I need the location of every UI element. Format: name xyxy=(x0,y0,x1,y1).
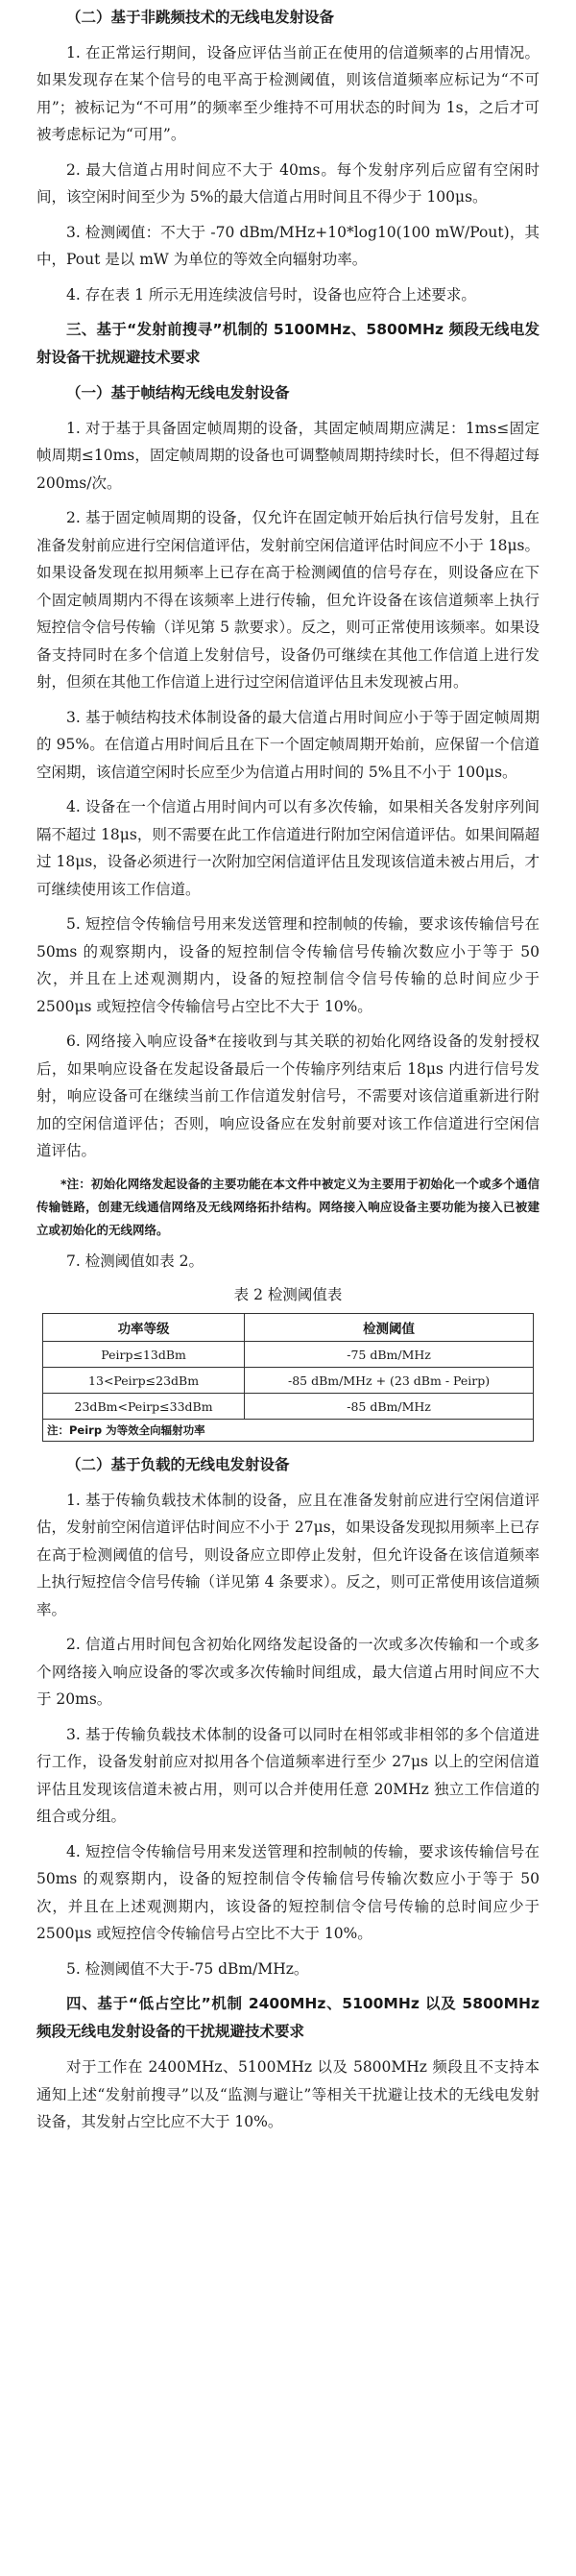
paragraph: 4. 设备在一个信道占用时间内可以有多次传输，如果相关各发射序列间隔不超过 18μs，则不需要在此工作信道进行附加空闲信道评估。如果间隔超过 18μs，设备必须进行一次附加空闲信道评估且发现该信道未被占用后，才可继续使用该工作信道。 xyxy=(36,798,540,898)
paragraph: 1. 对于基于具备固定帧周期的设备，其固定帧周期应满足：1ms≤固定帧周期≤10ms，固定帧周期的设备也可调整帧周期持续时长，但不得超过每 200ms/次。 xyxy=(36,419,540,492)
table-row xyxy=(43,1394,534,1420)
table-row xyxy=(43,1342,534,1368)
part-heading: 四、基于“低占空比”机制 2400MHz、5100MHz 以及 5800MHz 频段无线电发射设备的干扰规避技术要求 xyxy=(36,1995,540,2040)
paragraph: 3. 基于帧结构技术体制设备的最大信道占用时间应小于等于固定帧周期的 95%。在信道占用时间后且在下一个固定帧周期开始前，应保留一个信道空闲期，该信道空闲时长应至少为信道占用时间的 5%且不小于 100μs。 xyxy=(36,708,540,781)
section-heading: （二）基于非跳频技术的无线电发射设备 xyxy=(66,9,335,26)
paragraph: 2. 信道占用时间包含初始化网络发起设备的一次或多次传输和一个或多个网络接入响应设备的零次或多次传输时间组成，最大信道占用时间应不大于 20ms。 xyxy=(36,1636,540,1708)
table-note: 注：Peirp 为等效全向辐射功率 xyxy=(43,1420,534,1442)
paragraph: 3. 检测阈值：不大于 -70 dBm/MHz+10*log10(100 mW/Pout)，其中，Pout 是以 mW 为单位的等效全向辐射功率。 xyxy=(36,223,540,268)
paragraph: 6. 网络接入响应设备*在接收到与其关联的初始化网络设备的发射授权后，如果响应设备在发起设备最后一个传输序列结束后 18μs 内进行信号发射，响应设备可在继续当前工作信道发射信号，不需要对该信道重新进行附加的空闲信道评估；否则，响应设备应在发射前要对该工作信道进行空闲信道评估。 xyxy=(36,1033,540,1159)
paragraph: 3. 基于传输负载技术体制的设备可以同时在相邻或非相邻的多个信道进行工作，设备发射前应对拟用各个信道频率进行至少 27μs 以上的空闲信道评估且发现该信道未被占用，则可以合并使用任意 20MHz 独立工作信道的组合或分组。 xyxy=(36,1725,540,1825)
column-header: 功率等级 xyxy=(43,1314,245,1342)
paragraph: 对于工作在 2400MHz、5100MHz 以及 5800MHz 频段且不支持本通知上述“发射前搜寻”以及“监测与避让”等相关干扰避让技术的无线电发射设备，其发射占空比应不大于 10%。 xyxy=(36,2058,540,2130)
table-cell: Peirp≤13dBm xyxy=(43,1342,245,1368)
paragraph: 4. 存在表 1 所示无用连续波信号时，设备也应符合上述要求。 xyxy=(66,285,476,304)
table-row xyxy=(43,1368,534,1394)
section-heading: （一）基于帧结构无线电发射设备 xyxy=(66,384,290,401)
table-cell: -85 dBm/MHz + (23 dBm - Peirp) xyxy=(245,1368,534,1394)
part-heading: 三、基于“发射前搜寻”机制的 5100MHz、5800MHz 频段无线电发射设备干扰规避技术要求 xyxy=(36,321,540,366)
paragraph: 5. 短控信令传输信号用来发送管理和控制帧的传输，要求该传输信号在 50ms 的观察期内，设备的短控制信令传输信号传输次数应小于等于 50 次，并且在上述观测期内，设备的短控制信令信号传输的总时间应少于 2500μs 或短控信令传输信号占空比不大于 10%。 xyxy=(36,915,540,1015)
paragraph: 2. 最大信道占用时间应不大于 40ms。每个发射序列后应留有空闲时间，该空闲时间至少为 5%的最大信道占用时间且不得少于 100μs。 xyxy=(36,160,540,206)
table-cell: -75 dBm/MHz xyxy=(245,1342,534,1368)
table-cell: 13<Peirp≤23dBm xyxy=(43,1368,245,1394)
paragraph: 7. 检测阈值如表 2。 xyxy=(66,1252,204,1270)
threshold-table xyxy=(42,1313,534,1442)
paragraph: 5. 检测阈值不大于-75 dBm/MHz。 xyxy=(66,1959,309,1978)
paragraph: 1. 基于传输负载技术体制的设备，应且在准备发射前应进行空闲信道评估，发射前空闲信道评估时间应不小于 27μs，如果设备发现拟用频率上已存在高于检测阈值的信号，则设备应立即停止发射，但允许设备在该信道频率上执行短控信令信号传输（详见第 4 条要求）。反之，则可正常使用该信道频率。 xyxy=(36,1491,540,1618)
footnote: *注：初始化网络发起设备的主要功能在本文件中被定义为主要用于初始化一个或多个通信传输链路，创建无线通信网络及无线网络拓扑结构。网络接入响应设备主要功能为接入已被建立或初始化的无线网络。 xyxy=(36,1176,540,1237)
paragraph: 4. 短控信令传输信号用来发送管理和控制帧的传输，要求该传输信号在 50ms 的观察期内，设备的短控制信令传输信号传输次数应小于等于 50 次，并且在上述观测期内，该设备的短控制信令信号传输的总时间应少于 2500μs 或短控信令传输信号占空比不大于 10%。 xyxy=(36,1842,540,1942)
section-heading: （二）基于负载的无线电发射设备 xyxy=(66,1456,290,1473)
table-cell: 23dBm<Peirp≤33dBm xyxy=(43,1394,245,1420)
paragraph: 1. 在正常运行期间，设备应评估当前正在使用的信道频率的占用情况。如果发现存在某个信号的电平高于检测阈值，则该信道频率应标记为“不可用”；被标记为“不可用”的频率至少维持不可用状态的时间为 1s，之后才可被考虑标记为“可用”。 xyxy=(36,43,540,143)
table-cell: -85 dBm/MHz xyxy=(245,1394,534,1420)
table-header-row xyxy=(43,1314,534,1342)
table-note-row xyxy=(43,1420,534,1442)
column-header: 检测阈值 xyxy=(245,1314,534,1342)
table-caption: 表 2 检测阈值表 xyxy=(233,1286,343,1303)
paragraph: 2. 基于固定帧周期的设备，仅允许在固定帧开始后执行信号发射，且在准备发射前应进行空闲信道评估，发射前空闲信道评估时间应不小于 18μs。如果设备发现在拟用频率上已存在高于检测阈值的信号存在，则设备应在下个固定帧周期内不得在该频率上进行传输，但允许设备在该信道频率上执行短控信令信号传输（详见第 5 款要求）。反之，则可正常使用该频率。如果设备支持同时在多个信道上发射信号，设备仍可继续在其他工作信道上进行发射，但须在其他工作信道上进行过空闲信道评估且未发现被占用。 xyxy=(36,509,540,691)
